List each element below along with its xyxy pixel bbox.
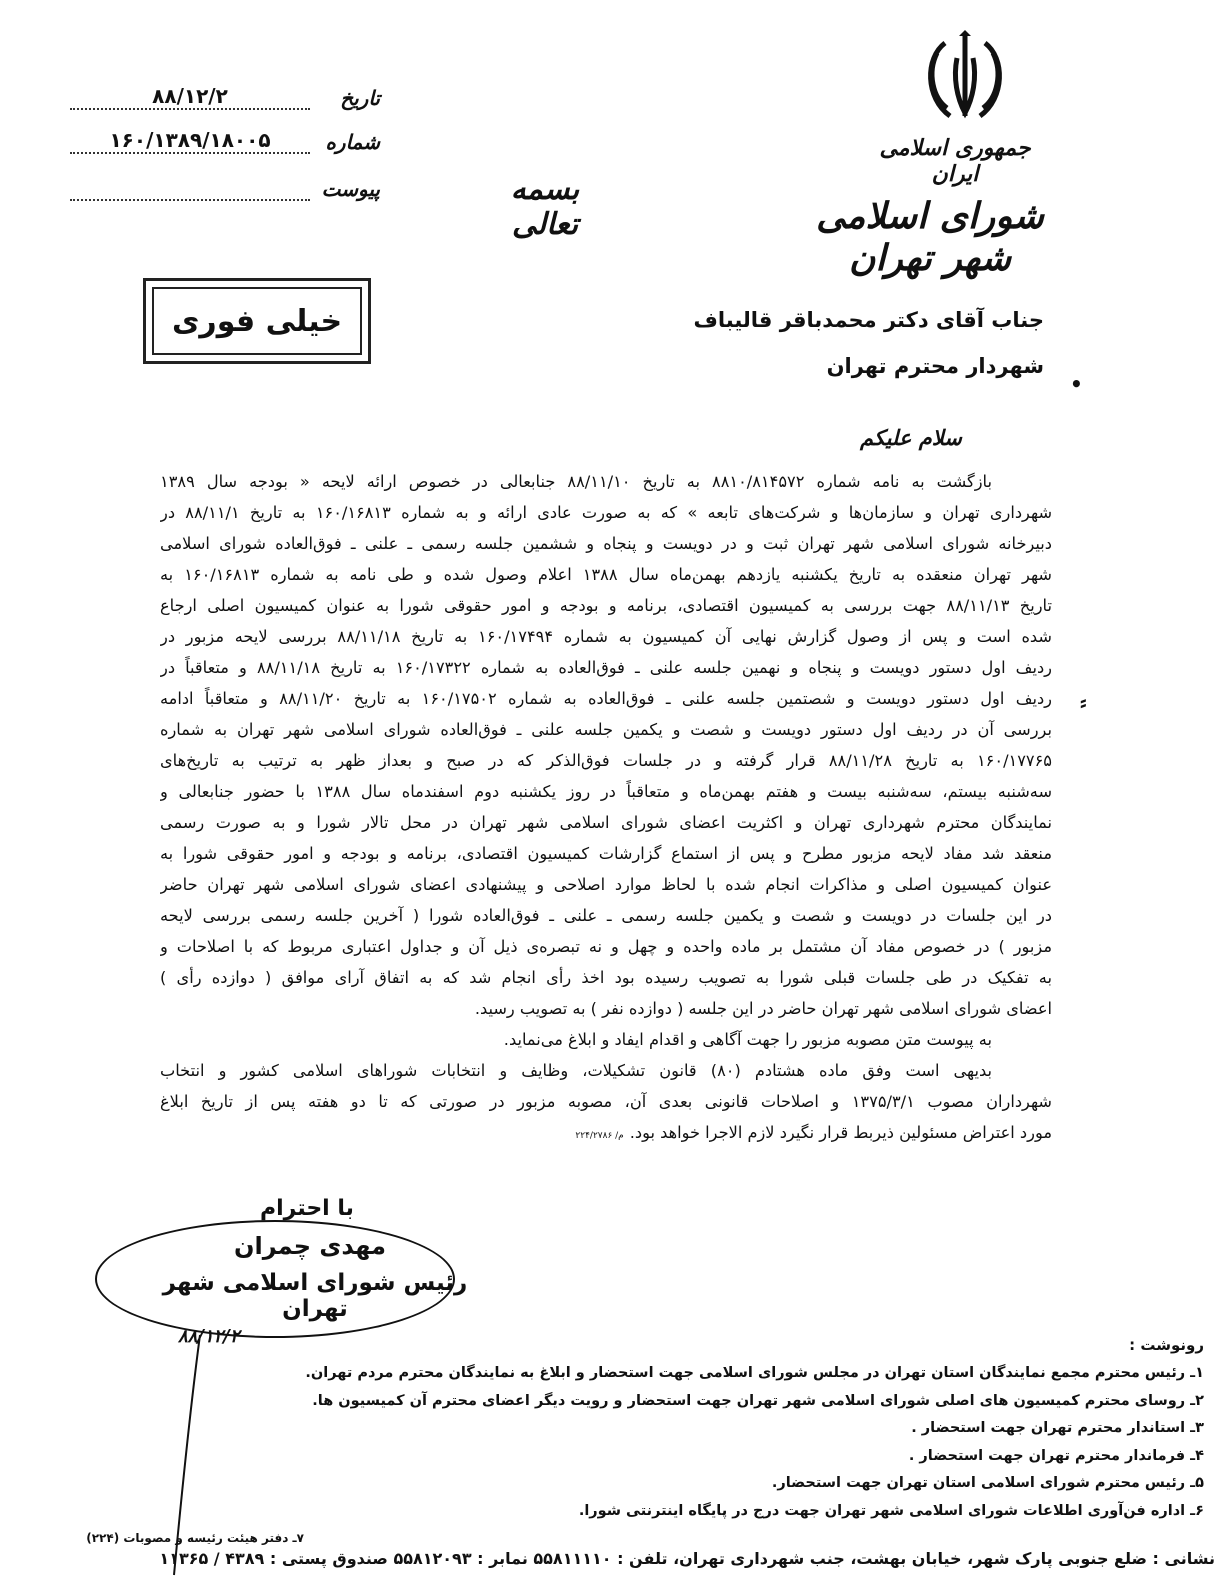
body-line: اعضای شورای اسلامی شهر تهران حاضر در این جلسه ( دوازده نفر ) به تصویب رسید. — [474, 999, 1052, 1018]
urgent-stamp-text: خیلی فوری — [152, 287, 362, 355]
body-line: به تفکیک در طی جلسات قبلی شورا به تصویب رسیده بود اخذ رأی انجام شد که به اتفاق آرای موافق ( دوازده رأی ) — [160, 968, 1052, 987]
body-line: دبیرخانه شورای اسلامی شهر تهران ثبت و در دویست و پنجاه و ششمین جلسه رسمی ـ علنی ـ فوق‌العاده شورای اسلامی — [160, 534, 1052, 553]
copy-recipient: ۴ـ فرماندار محترم تهران جهت استحضار . — [908, 1447, 1204, 1464]
margin-mark: • — [1070, 372, 1083, 396]
body-line: در این جلسات در دویست و شصت و یکمین جلسه رسمی ـ علنی ـ فوق‌العاده شورا ( آخرین جلسه رسمی بررسی لایحه — [160, 906, 1052, 925]
republic-title: جمهوری اسلامی ایران — [879, 135, 1031, 187]
body-line: منعقد شد مفاد لایحه مزبور مطرح و پس از استماع گزارشات کمیسیون اقتصادی، برنامه و بودجه و امور حقوقی شورا به — [160, 844, 1052, 863]
copy-recipient: ۷ـ دفتر هیئت رئیسه و مصوبات (۲۲۴) — [86, 1531, 304, 1545]
copy-recipient: ۲ـ روسای محترم کمیسیون های اصلی شورای اسلامی شهر تهران جهت استحضار و رویت دیگر اعضای محترم آن کمیسیون ها. — [312, 1392, 1204, 1409]
body-line: بدیهی است وفق ماده هشتادم (۸۰) قانون تشکیلات، وظایف و انتخابات شوراهای اسلامی کشور و انتخاب — [160, 1061, 992, 1080]
body-line: تاریخ ۸۸/۱۱/۱۳ جهت بررسی به کمیسیون اقتصادی، برنامه و بودجه و امور حقوقی شورا به عنوان کمیسیون اصلی ارجاع — [160, 596, 1052, 615]
copy-recipient: ۳ـ استاندار محترم تهران جهت استحضار . — [911, 1420, 1204, 1436]
body-line: سه‌شنبه بیستم، سه‌شنبه بیست و هفتم بهمن‌ماه و متعاقباً در روز یکشنبه دوم اسفندماه سال ۱۳۸۸ با حضور جنابعالی و — [160, 782, 1052, 801]
margin-mark: ⸗ — [1080, 690, 1087, 714]
body-line: بازگشت به نامه شماره ۸۸۱۰/۸۱۴۵۷۲ به تاریخ ۸۸/۱۱/۱۰ جنابعالی در خصوص ارائه لایحه « بودجه سال ۱۳۸۹ — [160, 472, 992, 491]
number-value: ۱۶۰/۱۳۸۹/۱۸۰۰۵ — [70, 128, 310, 154]
paragraph-2 — [160, 1024, 1052, 1055]
body-line: شهرداران مصوب ۱۳۷۵/۳/۱ و اصلاحات قانونی بعدی آن، مصوبه مزبور در صورتی که تا دو هفته پس از تاریخ ابلاغ — [160, 1092, 1052, 1111]
paragraph-1 — [160, 466, 1052, 1024]
urgent-stamp — [143, 278, 371, 364]
copy-recipient: ۵ـ رئیس محترم شورای اسلامی استان تهران جهت استحضار. — [771, 1475, 1204, 1491]
body-line: ردیف اول دستور دویست و شصتمین جلسه علنی ـ فوق‌العاده به شماره ۱۶۰/۱۷۵۰۲ به تاریخ ۸۸/۱۱/۲۰ و متعاقباً ادامه — [160, 689, 1052, 708]
body-line: بررسی آن در ردیف اول دستور دویست و شصت و یکمین جلسه علنی ـ فوق‌العاده شورای اسلامی شهر تهران به شماره — [160, 720, 1052, 739]
body-line: عنوان کمیسیون اصلی و مذاکرات انجام شده با لحاظ موارد اصلاحی و پیشنهادی اعضای شورای اسلامی شهر تهران حاضر — [160, 875, 1052, 894]
body-line-text: مورد اعتراض مسئولین ذیربط قرار نگیرد لازم الاجرا خواهد بود. — [629, 1123, 1052, 1142]
regards: با احترام — [260, 1196, 354, 1221]
body-line: شهرداری تهران و سازمان‌ها و شرکت‌های تابعه » که به صورت عادی ارائه و به شماره ۱۶۰/۱۶۸۱۳ به تاریخ ۸۸/۱۱/۱ در — [160, 503, 1052, 522]
date-label: تاریخ — [340, 86, 380, 110]
greeting: سلام علیکم — [860, 425, 962, 450]
copy-recipient: ۶ـ اداره فن‌آوری اطلاعات شورای اسلامی شهر تهران جهت درج در پایگاه اینترنتی شورا. — [578, 1502, 1204, 1519]
body-line: شهر تهران منعقده به تاریخ یکشنبه یازدهم بهمن‌ماه سال ۱۳۸۸ اعلام وصول شده و طی نامه به شماره ۱۶۰/۱۶۸۱۳ به — [160, 565, 1052, 584]
letter-body — [160, 466, 1052, 1152]
council-title: شورای اسلامی شهر تهران — [816, 195, 1044, 279]
body-line: شده است و پس از وصول گزارش نهایی آن کمیسیون به شماره ۱۶۰/۱۷۴۹۴ به تاریخ ۸۸/۱۱/۱۸ بررسی لایحه مزبور در — [160, 627, 1052, 646]
addressee-name: جناب آقای دکتر محمدباقر قالیباف — [693, 308, 1044, 332]
date-field — [60, 84, 380, 110]
copies-heading: رونوشت : — [1129, 1336, 1204, 1354]
body-line — [160, 1117, 1052, 1152]
addressee-title: شهردار محترم تهران — [826, 354, 1044, 378]
attachment-field — [60, 175, 380, 201]
attachment-value — [70, 175, 310, 201]
iran-emblem-icon — [915, 28, 1015, 128]
footer-address: نشانی : ضلع جنوبی پارک شهر، خیابان بهشت، جنب شهرداری تهران، تلفن : ۵۵۸۱۱۱۱۰ نمابر : ۵۵۸۱۲۰۹۳ صندوق پستی : ۴۳۸۹ / ۱۱۳۶۵ — [159, 1549, 1215, 1568]
body-line: مزبور ) در خصوص مفاد آن مشتمل بر ماده واحده و چهل و نه تبصره‌ی ذیل آن و جداول اعتباری مربوط که با اصلاحات و — [160, 937, 1052, 956]
attachment-label: پیوست — [321, 177, 380, 201]
reference-code: م/ ۲۲۴/۲۷۸۶ — [575, 1131, 624, 1141]
body-line: ردیف اول دستور دویست و پنجاه و نهمین جلسه علنی ـ فوق‌العاده به شماره ۱۶۰/۱۷۳۲۲ به تاریخ ۸۸/۱۱/۱۸ و متعاقباً در — [160, 658, 1052, 677]
date-value: ۸۸/۱۲/۲ — [70, 84, 310, 110]
signer-name: مهدی چمران — [234, 1232, 386, 1260]
body-line: به پیوست متن مصوبه مزبور را جهت آگاهی و اقدام ایفاد و ابلاغ می‌نماید. — [503, 1030, 992, 1049]
paragraph-3 — [160, 1055, 1052, 1152]
copy-recipient: ۱ـ رئیس محترم مجمع نمایندگان استان تهران در مجلس شورای اسلامی جهت استحضار و ابلاغ به نمایندگان محترم مردم تهران. — [305, 1365, 1204, 1381]
signer-title: رئیس شورای اسلامی شهر تهران — [162, 1270, 468, 1322]
handwritten-date: ۸۸/۱۲/۲ — [178, 1326, 240, 1347]
copies-list — [86, 1360, 1204, 1553]
number-field — [60, 128, 380, 154]
body-line: ۱۶۰/۱۷۷۶۵ به تاریخ ۸۸/۱۱/۲۸ قرار گرفته و در جلسات فوق‌الذکر که در صبح و بعداز ظهر به ترتیب به تاریخ‌های — [160, 751, 1052, 770]
body-line: نمایندگان محترم شهرداری تهران و اکثریت اعضای شورای اسلامی شهر تهران در محل تالار شورا و به صورت رسمی — [160, 813, 1052, 832]
number-label: شماره — [325, 130, 380, 154]
invocation: بسمه تعالی — [510, 172, 580, 242]
